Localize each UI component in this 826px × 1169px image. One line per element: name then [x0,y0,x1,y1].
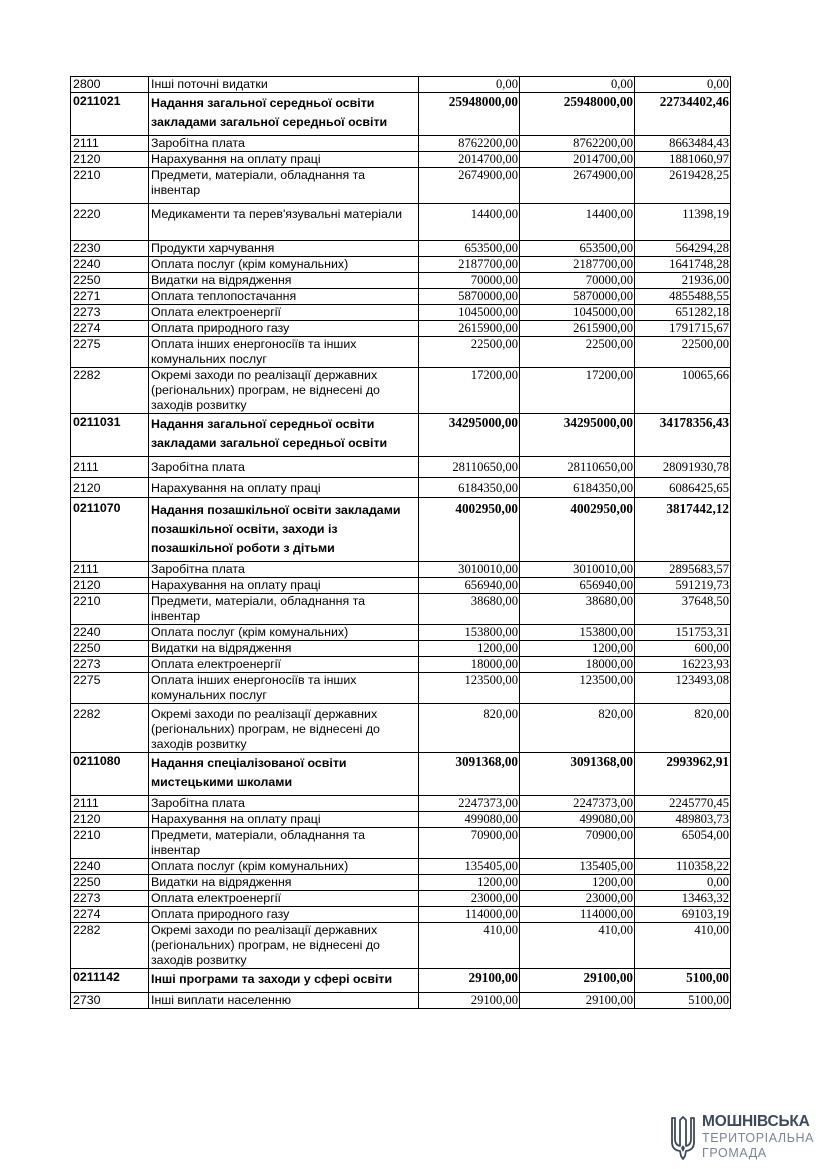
annual-plan-cell: 17200,00 [419,368,520,414]
actual-cell: 21936,00 [635,273,731,289]
name-cell: Інші виплати населенню [149,993,419,1009]
adjusted-plan-cell: 28110650,00 [520,457,635,478]
annual-plan-cell: 18000,00 [419,657,520,673]
table-row [71,673,731,704]
name-cell: Оплата теплопостачання [149,289,419,305]
adjusted-plan-cell: 820,00 [520,704,635,753]
table-row [71,305,731,321]
name-cell: Нарахування на оплату праці [149,152,419,168]
code-cell: 2273 [71,305,149,321]
logo-subtitle-1: ТЕРИТОРІАЛЬНА [702,1131,815,1145]
adjusted-plan-cell: 4002950,00 [520,498,635,562]
name-cell: Видатки на відрядження [149,273,419,289]
table-row [71,337,731,368]
actual-cell: 820,00 [635,704,731,753]
budget-table [70,76,731,1009]
actual-cell: 4855488,55 [635,289,731,305]
annual-plan-cell: 2014700,00 [419,152,520,168]
name-cell: Окремі заходи по реалізації державних (регіональних) програм, не віднесені до заходів розвитку [149,923,419,969]
code-cell: 2240 [71,257,149,273]
adjusted-plan-cell: 123500,00 [520,673,635,704]
adjusted-plan-cell: 70000,00 [520,273,635,289]
adjusted-plan-cell: 5870000,00 [520,289,635,305]
logo-title: МОШНІВСЬКА [702,1113,810,1130]
annual-plan-cell: 820,00 [419,704,520,753]
code-cell: 2210 [71,828,149,859]
table-row [71,152,731,168]
adjusted-plan-cell: 18000,00 [520,657,635,673]
annual-plan-cell: 114000,00 [419,907,520,923]
adjusted-plan-cell: 14400,00 [520,204,635,241]
table-row [71,257,731,273]
annual-plan-cell: 2247373,00 [419,796,520,812]
code-cell: 2275 [71,337,149,368]
code-cell: 2220 [71,204,149,241]
annual-plan-cell: 3010010,00 [419,562,520,578]
annual-plan-cell: 1200,00 [419,875,520,891]
annual-plan-cell: 153800,00 [419,625,520,641]
code-cell: 2282 [71,368,149,414]
code-cell: 2250 [71,875,149,891]
annual-plan-cell: 5870000,00 [419,289,520,305]
name-cell: Предмети, матеріали, обладнання та інвентар [149,168,419,204]
table-row [71,168,731,204]
table-row [71,923,731,969]
name-cell: Надання позашкільної освіти закладами позашкільної освіти, заходи із позашкільної роботи з дітьми [149,498,419,562]
name-cell: Оплата послуг (крім комунальних) [149,257,419,273]
code-cell: 2250 [71,641,149,657]
name-cell: Оплата електроенергії [149,891,419,907]
adjusted-plan-cell: 2247373,00 [520,796,635,812]
table-row [71,136,731,152]
table-row [71,77,731,93]
name-cell: Нарахування на оплату праці [149,578,419,594]
actual-cell: 489803,73 [635,812,731,828]
actual-cell: 65054,00 [635,828,731,859]
code-cell: 2282 [71,923,149,969]
table-row [71,657,731,673]
table-row [71,704,731,753]
code-cell: 2111 [71,136,149,152]
code-cell: 2275 [71,673,149,704]
table-row [71,368,731,414]
name-cell: Предмети, матеріали, обладнання та інвентар [149,594,419,625]
code-cell: 2111 [71,457,149,478]
adjusted-plan-cell: 6184350,00 [520,478,635,498]
code-cell: 2730 [71,993,149,1009]
actual-cell: 37648,50 [635,594,731,625]
name-cell: Інші поточні видатки [149,77,419,93]
adjusted-plan-cell: 135405,00 [520,859,635,875]
code-cell: 2240 [71,859,149,875]
name-cell: Оплата електроенергії [149,305,419,321]
annual-plan-cell: 23000,00 [419,891,520,907]
actual-cell: 16223,93 [635,657,731,673]
table-row [71,562,731,578]
table-row [71,907,731,923]
annual-plan-cell: 29100,00 [419,969,520,993]
actual-cell: 6086425,65 [635,478,731,498]
actual-cell: 2895683,57 [635,562,731,578]
actual-cell: 151753,31 [635,625,731,641]
program-row [71,93,731,136]
logo-subtitle-2: ГРОМАДА [702,1146,767,1160]
code-cell: 2120 [71,812,149,828]
annual-plan-cell: 653500,00 [419,241,520,257]
actual-cell: 600,00 [635,641,731,657]
annual-plan-cell: 1045000,00 [419,305,520,321]
adjusted-plan-cell: 22500,00 [520,337,635,368]
annual-plan-cell: 1200,00 [419,641,520,657]
adjusted-plan-cell: 2014700,00 [520,152,635,168]
code-cell: 2111 [71,796,149,812]
table-row [71,993,731,1009]
code-cell: 2210 [71,594,149,625]
code-cell: 2282 [71,704,149,753]
annual-plan-cell: 8762200,00 [419,136,520,152]
table-row [71,796,731,812]
name-cell: Оплата послуг (крім комунальних) [149,625,419,641]
actual-cell: 28091930,78 [635,457,731,478]
code-cell: 2800 [71,77,149,93]
name-cell: Оплата інших енергоносіїв та інших комунальних послуг [149,337,419,368]
annual-plan-cell: 29100,00 [419,993,520,1009]
annual-plan-cell: 2674900,00 [419,168,520,204]
code-cell: 2120 [71,152,149,168]
annual-plan-cell: 34295000,00 [419,414,520,457]
name-cell: Видатки на відрядження [149,641,419,657]
adjusted-plan-cell: 2615900,00 [520,321,635,337]
program-row [71,414,731,457]
code-cell: 2274 [71,907,149,923]
code-cell: 2250 [71,273,149,289]
annual-plan-cell: 2615900,00 [419,321,520,337]
adjusted-plan-cell: 656940,00 [520,578,635,594]
adjusted-plan-cell: 2187700,00 [520,257,635,273]
table-row [71,828,731,859]
adjusted-plan-cell: 34295000,00 [520,414,635,457]
adjusted-plan-cell: 17200,00 [520,368,635,414]
code-cell: 2273 [71,891,149,907]
code-cell: 2273 [71,657,149,673]
annual-plan-cell: 22500,00 [419,337,520,368]
adjusted-plan-cell: 114000,00 [520,907,635,923]
annual-plan-cell: 2187700,00 [419,257,520,273]
actual-cell: 69103,19 [635,907,731,923]
actual-cell: 0,00 [635,875,731,891]
actual-cell: 22500,00 [635,337,731,368]
actual-cell: 13463,32 [635,891,731,907]
adjusted-plan-cell: 1200,00 [520,641,635,657]
annual-plan-cell: 410,00 [419,923,520,969]
annual-plan-cell: 0,00 [419,77,520,93]
table-row [71,289,731,305]
table-row [71,241,731,257]
code-cell: 2210 [71,168,149,204]
actual-cell: 3817442,12 [635,498,731,562]
annual-plan-cell: 70000,00 [419,273,520,289]
table-row [71,875,731,891]
code-cell: 0211080 [71,753,149,796]
program-row [71,753,731,796]
code-cell: 2230 [71,241,149,257]
adjusted-plan-cell: 29100,00 [520,993,635,1009]
name-cell: Видатки на відрядження [149,875,419,891]
program-row [71,498,731,562]
adjusted-plan-cell: 2674900,00 [520,168,635,204]
actual-cell: 591219,73 [635,578,731,594]
adjusted-plan-cell: 0,00 [520,77,635,93]
adjusted-plan-cell: 23000,00 [520,891,635,907]
table-row [71,641,731,657]
annual-plan-cell: 499080,00 [419,812,520,828]
name-cell: Надання спеціалізованої освіти мистецькими школами [149,753,419,796]
actual-cell: 1641748,28 [635,257,731,273]
table-row [71,891,731,907]
name-cell: Предмети, матеріали, обладнання та інвентар [149,828,419,859]
actual-cell: 8663484,43 [635,136,731,152]
adjusted-plan-cell: 499080,00 [520,812,635,828]
table-row [71,273,731,289]
name-cell: Окремі заходи по реалізації державних (регіональних) програм, не віднесені до заходів розвитку [149,368,419,414]
name-cell: Оплата природного газу [149,907,419,923]
name-cell: Інші програми та заходи у сфері освіти [149,969,419,993]
adjusted-plan-cell: 1200,00 [520,875,635,891]
actual-cell: 10065,66 [635,368,731,414]
actual-cell: 5100,00 [635,993,731,1009]
table-row [71,457,731,478]
code-cell: 2240 [71,625,149,641]
table-row [71,204,731,241]
budget-table-body [71,77,731,1009]
annual-plan-cell: 135405,00 [419,859,520,875]
name-cell: Оплата природного газу [149,321,419,337]
actual-cell: 2619428,25 [635,168,731,204]
name-cell: Оплата інших енергоносіїв та інших комунальних послуг [149,673,419,704]
actual-cell: 22734402,46 [635,93,731,136]
name-cell: Нарахування на оплату праці [149,478,419,498]
name-cell: Оплата послуг (крім комунальних) [149,859,419,875]
budget-page [70,76,730,1009]
actual-cell: 410,00 [635,923,731,969]
name-cell: Заробітна плата [149,562,419,578]
adjusted-plan-cell: 3091368,00 [520,753,635,796]
adjusted-plan-cell: 38680,00 [520,594,635,625]
adjusted-plan-cell: 8762200,00 [520,136,635,152]
code-cell: 0211021 [71,93,149,136]
table-row [71,594,731,625]
adjusted-plan-cell: 653500,00 [520,241,635,257]
annual-plan-cell: 14400,00 [419,204,520,241]
annual-plan-cell: 3091368,00 [419,753,520,796]
annual-plan-cell: 656940,00 [419,578,520,594]
annual-plan-cell: 4002950,00 [419,498,520,562]
name-cell: Продукти харчування [149,241,419,257]
table-row [71,478,731,498]
name-cell: Заробітна плата [149,796,419,812]
actual-cell: 11398,19 [635,204,731,241]
name-cell: Заробітна плата [149,457,419,478]
annual-plan-cell: 6184350,00 [419,478,520,498]
actual-cell: 123493,08 [635,673,731,704]
actual-cell: 1791715,67 [635,321,731,337]
actual-cell: 651282,18 [635,305,731,321]
actual-cell: 0,00 [635,77,731,93]
adjusted-plan-cell: 153800,00 [520,625,635,641]
table-row [71,578,731,594]
actual-cell: 2993962,91 [635,753,731,796]
adjusted-plan-cell: 410,00 [520,923,635,969]
actual-cell: 34178356,43 [635,414,731,457]
annual-plan-cell: 70900,00 [419,828,520,859]
code-cell: 2274 [71,321,149,337]
code-cell: 2271 [71,289,149,305]
code-cell: 0211031 [71,414,149,457]
annual-plan-cell: 123500,00 [419,673,520,704]
code-cell: 2120 [71,478,149,498]
code-cell: 0211070 [71,498,149,562]
annual-plan-cell: 38680,00 [419,594,520,625]
actual-cell: 564294,28 [635,241,731,257]
adjusted-plan-cell: 29100,00 [520,969,635,993]
adjusted-plan-cell: 25948000,00 [520,93,635,136]
name-cell: Нарахування на оплату праці [149,812,419,828]
trident-icon [668,1115,698,1161]
actual-cell: 5100,00 [635,969,731,993]
actual-cell: 2245770,45 [635,796,731,812]
code-cell: 0211142 [71,969,149,993]
actual-cell: 110358,22 [635,859,731,875]
name-cell: Медикаменти та перев'язувальні матеріали [149,204,419,241]
annual-plan-cell: 28110650,00 [419,457,520,478]
code-cell: 2111 [71,562,149,578]
adjusted-plan-cell: 1045000,00 [520,305,635,321]
table-row [71,625,731,641]
table-row [71,859,731,875]
program-row [71,969,731,993]
name-cell: Оплата електроенергії [149,657,419,673]
adjusted-plan-cell: 70900,00 [520,828,635,859]
name-cell: Окремі заходи по реалізації державних (регіональних) програм, не віднесені до заходів розвитку [149,704,419,753]
actual-cell: 1881060,97 [635,152,731,168]
name-cell: Надання загальної середньої освіти закладами загальної середньої освіти [149,414,419,457]
name-cell: Заробітна плата [149,136,419,152]
annual-plan-cell: 25948000,00 [419,93,520,136]
community-logo [668,1113,818,1165]
code-cell: 2120 [71,578,149,594]
table-row [71,321,731,337]
name-cell: Надання загальної середньої освіти закладами загальної середньої освіти [149,93,419,136]
adjusted-plan-cell: 3010010,00 [520,562,635,578]
table-row [71,812,731,828]
